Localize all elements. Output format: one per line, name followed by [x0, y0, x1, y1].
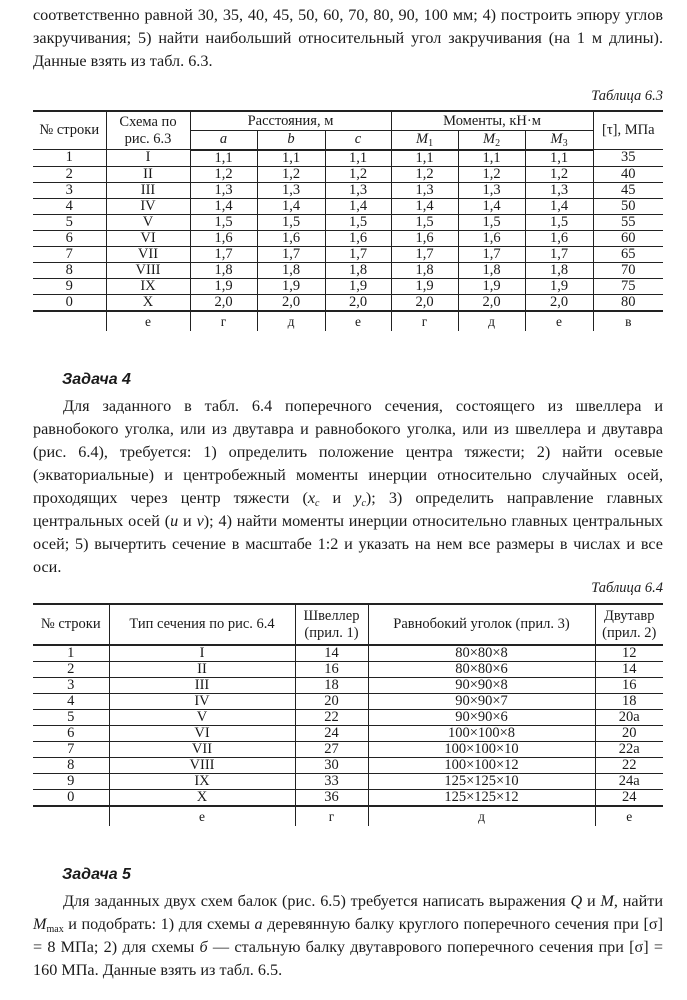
table-row: 6 VI 1,6 1,6 1,6 1,6 1,6 1,6 60 — [33, 230, 663, 246]
table-6-3-caption: Таблица 6.3 — [591, 88, 663, 104]
header-ibeam: Двутавр (прил. 2) — [595, 604, 663, 645]
header-a: a — [190, 131, 257, 150]
table-row: 2 II 16 80×80×6 14 — [33, 662, 663, 678]
header-moments: Моменты, кН·м — [391, 111, 593, 131]
table-row: 1 I 1,1 1,1 1,1 1,1 1,1 1,1 35 — [33, 150, 663, 167]
table-row: 6 VI 24 100×100×8 20 — [33, 726, 663, 742]
table-row: 4 IV 1,4 1,4 1,4 1,4 1,4 1,4 50 — [33, 198, 663, 214]
table-6-3 — [33, 110, 663, 331]
table-row: 5 V 22 90×90×6 20a — [33, 710, 663, 726]
table-row: 0 X 36 125×125×12 24 — [33, 790, 663, 807]
table-row: 0 X 2,0 2,0 2,0 2,0 2,0 2,0 80 — [33, 294, 663, 311]
table-row: 7 VII 27 100×100×10 22a — [33, 742, 663, 758]
table-row: 7 VII 1,7 1,7 1,7 1,7 1,7 1,7 65 — [33, 246, 663, 262]
table-row: 1 I 14 80×80×8 12 — [33, 645, 663, 662]
table-row: 2 II 1,2 1,2 1,2 1,2 1,2 1,2 40 — [33, 166, 663, 182]
header-m1: $M_1$ — [391, 131, 458, 150]
header-m3: $M_3$ — [525, 131, 593, 150]
table-row: 9 IX 1,9 1,9 1,9 1,9 1,9 1,9 75 — [33, 278, 663, 294]
header-section-type: Тип сечения по рис. 6.4 — [109, 604, 295, 645]
header-m2: $M_2$ — [458, 131, 525, 150]
table-key-row: е г д е — [33, 806, 663, 826]
header-row-no: № строки — [33, 604, 109, 645]
header-angle: Равнобокий уголок (прил. 3) — [368, 604, 595, 645]
task-4-paragraph: Для заданного в табл. 6.4 поперечного сечения, состоящего из швеллера и равнобокого уголка, или из двутавра и равнобокого уголка, или из швеллера и двутавра (рис. 6.4), требуется: 1) определить положение центра тяжести; 2) найти осевые (экваториальные) и центробежный моменты инерции относительно случайных осей, проходящих через центр тяжести ($x_c$ и $y_c$); 3) определить направление главных центральных осей (u и v); 4) найти моменты инерции относительно главных центральных осей; 5) вычертить сечение в масштабе 1:2 и указать на нем все размеры в числах и все оси. — [33, 397, 664, 576]
table-6-4-caption: Таблица 6.4 — [591, 580, 663, 596]
header-channel: Швеллер (прил. 1) — [295, 604, 368, 645]
header-tau: [τ], МПа — [593, 111, 663, 150]
table-row: 4 IV 20 90×90×7 18 — [33, 694, 663, 710]
header-row-no: № строки — [33, 111, 106, 150]
table-row: 5 V 1,5 1,5 1,5 1,5 1,5 1,5 55 — [33, 214, 663, 230]
task-5-paragraph: Для заданных двух схем балок (рис. 6.5) требуется написать выражения Q и M, найти $M_{max}$ и подобрать: 1) для схемы а деревянную балку круглого поперечного сечения при [σ] = 8 МПа; 2) для схемы б — стальную балку двутаврового поперечного сечения при [σ] = 160 МПа. Данные взять из табл. 6.5. — [33, 892, 664, 979]
intro-paragraph: соответственно равной 30, 35, 40, 45, 50, 60, 70, 80, 90, 100 мм; 4) построить эпюру углов закручивания; 5) найти наибольший относительный угол закручивания (на 1 м длины). Данные взять из табл. 6.3. — [33, 6, 663, 70]
header-c: c — [325, 131, 391, 150]
task-4-heading: Задача 4 — [62, 371, 131, 388]
table-row: 9 IX 33 125×125×10 24a — [33, 774, 663, 790]
table-6-4 — [33, 603, 663, 826]
table-row: 8 VIII 30 100×100×12 22 — [33, 758, 663, 774]
header-distances: Расстояния, м — [190, 111, 391, 131]
table-row: 3 III 18 90×90×8 16 — [33, 678, 663, 694]
header-b: b — [257, 131, 325, 150]
table-row: 8 VIII 1,8 1,8 1,8 1,8 1,8 1,8 70 — [33, 262, 663, 278]
task-5-heading: Задача 5 — [62, 866, 131, 883]
header-scheme: Схема по рис. 6.3 — [106, 111, 190, 150]
table-row: 3 III 1,3 1,3 1,3 1,3 1,3 1,3 45 — [33, 182, 663, 198]
table-key-row: е г д е г д е в — [33, 311, 663, 331]
